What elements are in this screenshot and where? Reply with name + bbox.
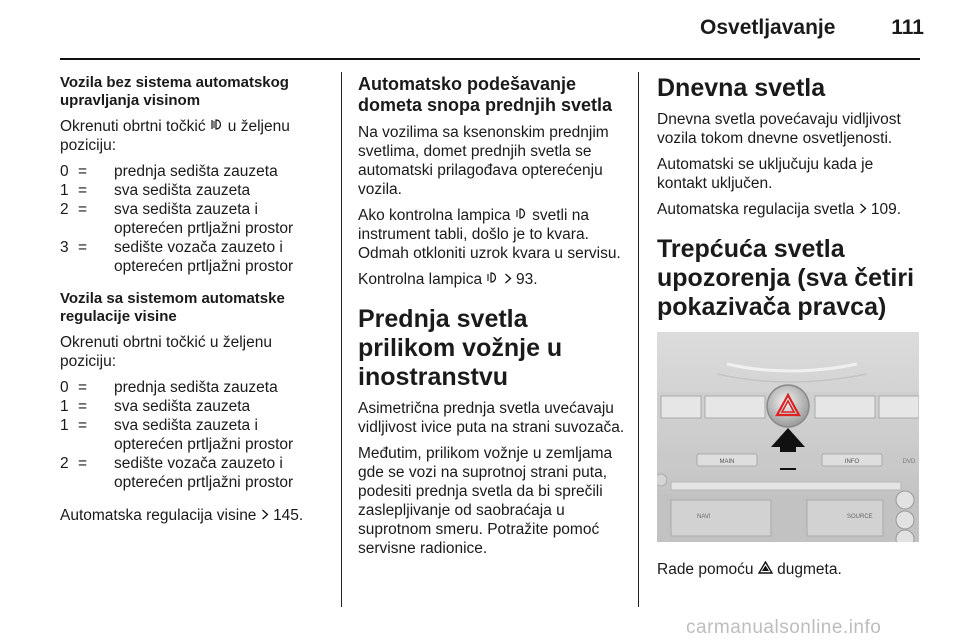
page-number: 111 <box>891 16 924 39</box>
page-reference-icon <box>504 271 512 288</box>
list-item: 3 = sedište vozača zauzeto i opterećen prtljažni prostor <box>60 239 294 275</box>
heading-hazard-lights: Trepćuća svetla upozorenja (sva četiri pokazivača pravca) <box>657 235 915 321</box>
cross-reference[interactable]: Automatska regulacija visine 145. <box>60 507 304 524</box>
heading-auto-beam: Automatsko podešavanje dometa snopa prednjih svetla <box>358 74 613 115</box>
column-1 <box>60 74 330 532</box>
headlight-range-warning-icon <box>486 271 499 288</box>
subheading-auto-range: Vozila sa sistemom automatske regulacije visine <box>60 290 285 325</box>
header-divider <box>60 58 920 60</box>
hazard-button-photo <box>657 332 919 542</box>
list-item: 1 = sva sedišta zauzeta <box>60 182 251 199</box>
paragraph-hazard-button: Rade pomoću dugmeta. <box>657 561 842 578</box>
column-divider-2 <box>638 72 639 607</box>
column-divider-1 <box>341 72 342 607</box>
list-item: 2 = sedište vozača zauzeto i opterećen prtljažni prostor <box>60 455 294 491</box>
svg-text:DVD: DVD <box>902 459 916 465</box>
heading-abroad: Prednja svetla prilikom vožnje u inostranstvu <box>358 305 563 391</box>
hazard-warning-icon <box>758 561 773 578</box>
cross-reference[interactable]: Kontrolna lampica 93. <box>358 271 538 288</box>
page-reference-icon <box>859 201 867 218</box>
paragraph-xenon: Na vozilima sa ksenonskim prednjim svetlima, domet prednjih svetla se automatski prilagođava opterećenju vozila. <box>358 124 609 198</box>
svg-text:SOURCE: SOURCE <box>847 514 873 520</box>
column-3 <box>657 74 923 586</box>
hazard-button <box>767 385 809 427</box>
column-2 <box>358 74 630 565</box>
page-reference-icon <box>261 507 269 524</box>
page-title: Osvetljavanje <box>700 16 836 39</box>
list-item: 0 = prednja sedišta zauzeta <box>60 379 278 396</box>
paragraph-daytime-1: Dnevna svetla povećavaju vidljivost vozila tokom dnevne osvetljenosti. <box>657 111 901 147</box>
svg-text:INFO: INFO <box>844 459 860 465</box>
paragraph-warning-lamp: Ako kontrolna lampica svetli na instrument tabli, došlo je to kvara. Odmah otkloniti uzrok kvara u servisu. <box>358 207 621 262</box>
list-item: 1 = sva sedišta zauzeta i opterećen prtljažni prostor <box>60 417 294 453</box>
paragraph-asymmetric: Asimetrična prednja svetla uvećavaju vidljivost ivice puta na strani suvozača. <box>358 400 625 436</box>
paragraph-daytime-2: Automatski se uključuju kada je kontakt uključen. <box>657 156 874 192</box>
headlight-range-warning-icon <box>515 207 528 224</box>
headlight-range-icon <box>210 118 228 134</box>
load-position-list-2 <box>60 378 330 492</box>
svg-text:MAIN: MAIN <box>719 459 735 465</box>
heading-daytime-lights: Dnevna svetla <box>657 74 826 102</box>
list-item: 0 = prednja sedišta zauzeta <box>60 163 278 180</box>
cross-reference[interactable]: Automatska regulacija svetla 109. <box>657 201 902 218</box>
paragraph-opposite-traffic: Međutim, prilikom vožnje u zemljama gde se vozi na suprotnoj strani puta, podesiti prednja svetla da bi sprečili zaslepljivanje od saobraćaja u suprotnom smeru. Potražite pomoć servisne radionice. <box>358 445 613 557</box>
load-position-list-1 <box>60 162 330 276</box>
paragraph-auto-range: Okrenuti obrtni točkić u željenu poziciju: <box>60 334 272 370</box>
subheading-manual-range: Vozila bez sistema automatskog upravljanja visinom <box>60 74 289 109</box>
list-item: 2 = sva sedišta zauzeta i opterećen prtljažni prostor <box>60 201 294 237</box>
svg-text:NAVI: NAVI <box>697 514 711 520</box>
watermark: carmanualsonline.info <box>686 617 882 638</box>
paragraph-manual-range: Okrenuti obrtni točkić u željenu poziciju: <box>60 118 290 154</box>
list-item: 1 = sva sedišta zauzeta <box>60 398 251 415</box>
